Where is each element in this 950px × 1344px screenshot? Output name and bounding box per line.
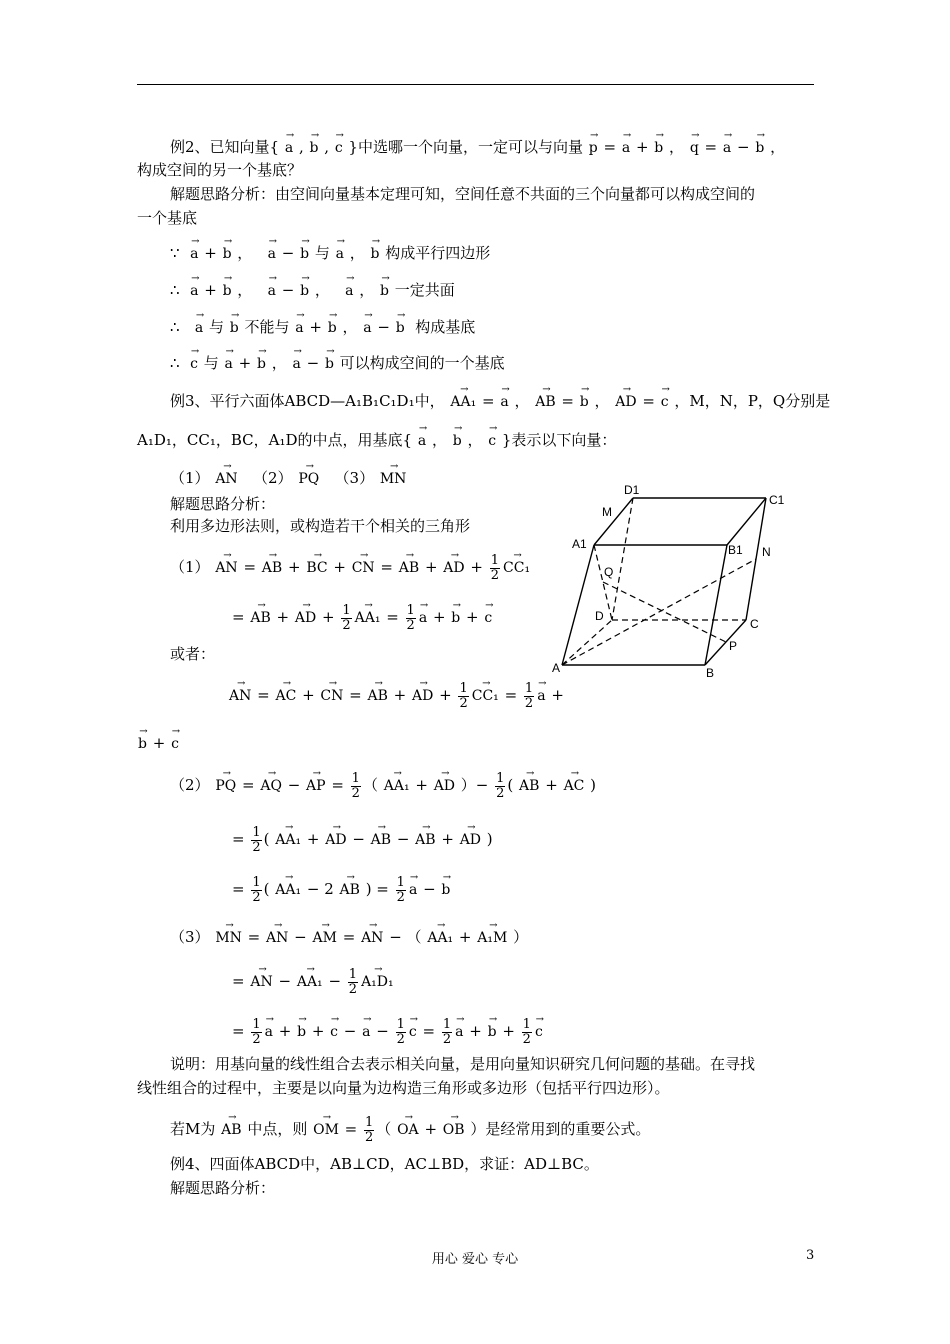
solution-3-line2: = → AN − → AA₁ − $\frac{1}{2}$ → A₁D₁ bbox=[232, 966, 395, 997]
reasoning-line-3: ∴ → a 与 → b 不能与 → a + → b ， → a − → b 构成基底 bbox=[170, 312, 475, 338]
alternative-label: 或者： bbox=[170, 645, 216, 663]
label-M: M bbox=[602, 505, 612, 519]
parallelepiped-figure bbox=[550, 480, 790, 680]
analysis-text: 解题思路分析：由空间向量基本定理可知，空间任意不共面的三个向量都可以构成空间的 bbox=[170, 185, 756, 203]
reasoning-line-4: ∴ → c 与 → a + → b ， → a − → b 可以构成空间的一个基底 bbox=[170, 348, 505, 374]
solution-1-line1: （1） → AN = → AB + → BC + → CN = → AB + → AD + $\frac{1}{2}$ → CC₁ bbox=[170, 552, 531, 583]
solution-1-alt: → AN = → AC + → CN = → AB + → AD + $\frac{1}{2}$ → CC₁ = $\frac{1}{2}$ → a + bbox=[228, 680, 564, 711]
page-footer: 用心 爱心 专心 bbox=[431, 1252, 519, 1267]
page-number: 3 bbox=[806, 1248, 815, 1263]
analysis-method: 利用多边形法则，或构造若干个相关的三角形 bbox=[170, 517, 471, 535]
label-B1: B1 bbox=[728, 543, 743, 557]
label-A: A bbox=[552, 661, 561, 675]
solution-1-alt-cont: → b + → c bbox=[137, 728, 180, 754]
label-A1: A1 bbox=[572, 537, 587, 551]
reasoning-line-2: ∴ → a + → b ， → a − → b ， → a ， → b 一定共面 bbox=[170, 275, 455, 301]
example-2-line2: 构成空间的另一个基底？ bbox=[137, 161, 303, 179]
example-3-tasks: （1） → AN （2） → PQ （3） → MN bbox=[170, 463, 407, 489]
reasoning-line-1: ∵ → a + → b ， → a − → b 与 → a ， → b 构成平行四边形 bbox=[170, 238, 490, 264]
solution-3-line3: = $\frac{1}{2}$ → a + → b + → c − → a − $\frac{1}{2}$ → c = $\frac{1}{2}$ → a + → b + $\frac{1}{2}$ → c bbox=[232, 1016, 544, 1047]
analysis-text-cont: 一个基底 bbox=[137, 209, 198, 227]
example-3-statement: 例3、平行六面体ABCD—A₁B₁C₁D₁中， → AA₁ = → a ， → AB = → b ， → AD = → c ，M，N，P，Q分别是 bbox=[170, 386, 830, 412]
remark-line2: 线性组合的过程中，主要是以向量为边构造三角形或多边形（包括平行四边形）。 bbox=[137, 1079, 670, 1097]
label-P: P bbox=[729, 639, 738, 653]
solution-3-line1: （3） → MN = → AN − → AM = → AN − （ → AA₁ + → A₁M ） bbox=[170, 922, 528, 948]
solution-1-line2: = → AB + → AD + $\frac{1}{2}$ → AA₁ = $\frac{1}{2}$ → a + → b + → c bbox=[232, 602, 493, 633]
label-N: N bbox=[762, 545, 771, 559]
remark-line1: 说明：用基向量的线性组合去表示相关向量，是用向量知识研究几何问题的基础。在寻找 bbox=[170, 1055, 756, 1073]
example-4-analysis: 解题思路分析： bbox=[170, 1179, 276, 1197]
example-3-line2: A₁D₁，CC₁，BC，A₁D的中点，用基底{ → a ， → b ， → c }表示以下向量： bbox=[137, 425, 616, 451]
analysis-heading: 解题思路分析： bbox=[170, 495, 276, 513]
label-C1: C1 bbox=[769, 493, 785, 507]
header-rule bbox=[137, 84, 814, 85]
label-D1: D1 bbox=[624, 483, 640, 497]
solution-2-line2: = $\frac{1}{2}$ ( → AA₁ + → AD − → AB − → AB + → AD ) bbox=[232, 824, 493, 855]
label-C: C bbox=[750, 617, 759, 631]
midpoint-formula: 若M为 → AB 中点，则 → OM = $\frac{1}{2}$ （ → OA + → OB ）是经常用到的重要公式。 bbox=[170, 1114, 650, 1145]
solution-2-line1: （2） → PQ = → AQ − → AP = $\frac{1}{2}$ （ → AA₁ + → AD ）− $\frac{1}{2}$ ( → AB + → AC ) bbox=[170, 770, 596, 801]
example-4-statement: 例4、四面体ABCD中，AB⊥CD，AC⊥BD，求证：AD⊥BC。 bbox=[170, 1155, 599, 1173]
label-D: D bbox=[595, 609, 604, 623]
example-2-statement: 例2、已知向量{ → a , → b , → c }中选哪一个向量，一定可以与向量 → p = → a + → b ， → q = → a − → b ， bbox=[170, 132, 785, 158]
label-B: B bbox=[706, 666, 715, 680]
solution-2-line3: = $\frac{1}{2}$ ( → AA₁ − 2 → AB ) = $\frac{1}{2}$ → a − → b bbox=[232, 874, 451, 905]
label-Q: Q bbox=[604, 565, 614, 579]
